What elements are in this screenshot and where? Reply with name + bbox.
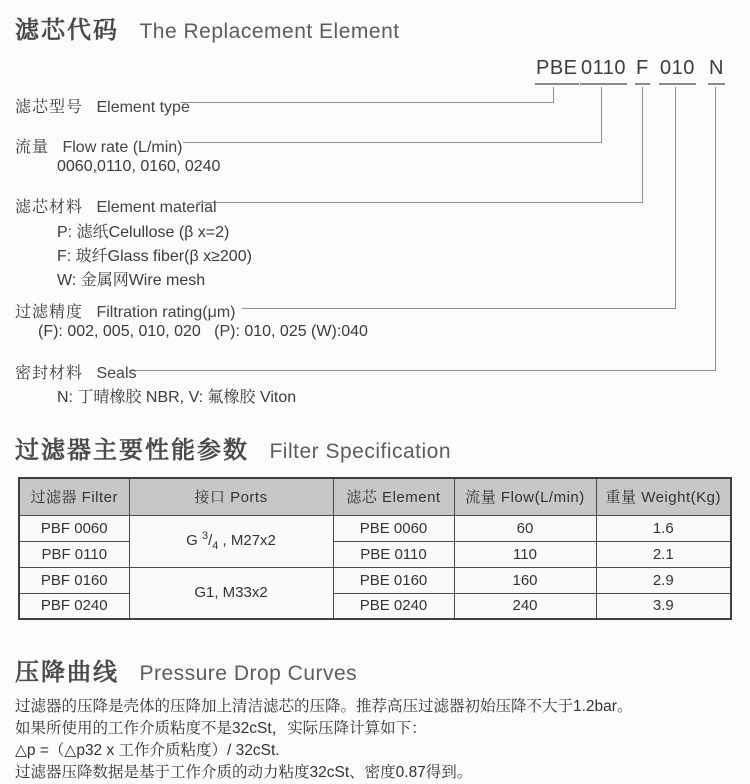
table-header-row xyxy=(19,478,731,515)
paragraph-line: △p =（△p32 x 工作介质粘度）/ 32cSt. xyxy=(15,742,280,759)
label-element-material-en: Element material xyxy=(96,199,217,216)
label-element-material xyxy=(15,194,217,217)
header-element: 滤芯 Element xyxy=(333,478,454,515)
header-flow: 流量 Flow(L/min) xyxy=(454,478,596,515)
port1-sub: 4 xyxy=(212,540,219,552)
section3-title-en: Pressure Drop Curves xyxy=(139,662,358,685)
section3-title-zh: 压降曲线 xyxy=(15,659,119,686)
header-filter: 过滤器 Filter xyxy=(19,478,129,515)
cell-ports-g1: G1, M33x2 xyxy=(129,567,333,619)
port1-prefix: G xyxy=(186,532,202,549)
paragraph-line: 如果所使用的工作介质粘度不是32cSt，实际压降计算如下： xyxy=(15,720,427,737)
filtration-rating-options: (F): 002, 005, 010, 020 (P): 010, 025 (W):040 xyxy=(38,323,368,340)
label-flow-rate xyxy=(15,134,183,157)
section1-title-zh: 滤芯代码 xyxy=(15,17,119,44)
label-element-material-zh: 滤芯材料 xyxy=(15,199,84,216)
cell-filter: PBF 0240 xyxy=(19,593,129,619)
flow-rate-options: 0060,0110, 0160, 0240 xyxy=(57,158,221,175)
cell-filter: PBF 0110 xyxy=(19,541,129,567)
label-filtration-rating-en: Filtration rating(μm) xyxy=(96,304,236,321)
cell-weight: 2.9 xyxy=(596,567,731,593)
table-row xyxy=(19,593,731,619)
code-part-series: PBE xyxy=(535,57,579,85)
section-title-pressure-drop xyxy=(15,652,357,687)
code-part-rating: 010 xyxy=(659,57,696,85)
material-option-glass-fiber: F: 玻纤Glass fiber(β x≥200) xyxy=(57,248,252,265)
label-seals-zh: 密封材料 xyxy=(15,365,84,382)
section2-title-zh: 过滤器主要性能参数 xyxy=(15,437,249,464)
material-option-cellulose: P: 滤纸Celullose (β x=2) xyxy=(57,224,230,241)
section-title-filter-specification xyxy=(15,430,451,465)
label-seals-en: Seals xyxy=(96,365,137,382)
pressure-drop-paragraph xyxy=(15,696,741,784)
material-option-wire-mesh: W: 金属网Wire mesh xyxy=(57,272,206,289)
label-element-type xyxy=(15,94,190,117)
cell-flow: 240 xyxy=(454,593,596,619)
paragraph-line: 过滤器压降数据是基于工作介质的动力粘度32cSt、密度0.87得到。 xyxy=(15,764,473,781)
cell-flow: 60 xyxy=(454,515,596,541)
cell-weight: 2.1 xyxy=(596,541,731,567)
label-filtration-rating-zh: 过滤精度 xyxy=(15,304,84,321)
table-row xyxy=(19,541,731,567)
code-part-flow: 0110 xyxy=(580,57,627,85)
label-flow-rate-en: Flow rate (L/min) xyxy=(62,139,183,156)
cell-ports-g34 xyxy=(129,515,333,567)
cell-filter: PBF 0060 xyxy=(19,515,129,541)
filter-specification-table xyxy=(18,477,732,620)
paragraph-line: 过滤器的压降是壳体的压降加上清洁滤芯的压降。推荐高压过滤器初始压降不大于1.2bar。 xyxy=(15,698,633,715)
section2-title-en: Filter Specification xyxy=(269,440,452,463)
cell-weight: 1.6 xyxy=(596,515,731,541)
cell-element: PBE 0060 xyxy=(333,515,454,541)
seals-options: N: 丁晴橡胶 NBR, V: 氟橡胶 Viton xyxy=(57,389,297,406)
table-row xyxy=(19,515,731,541)
label-flow-rate-zh: 流量 xyxy=(15,139,50,156)
header-weight: 重量 Weight(Kg) xyxy=(596,478,731,515)
cell-element: PBE 0110 xyxy=(333,541,454,567)
code-part-material: F xyxy=(635,57,650,85)
cell-element: PBE 0160 xyxy=(333,567,454,593)
section-title-replacement-element xyxy=(15,10,400,45)
section1-title-en: The Replacement Element xyxy=(139,20,400,43)
label-element-type-en: Element type xyxy=(96,99,190,116)
table-row xyxy=(19,567,731,593)
label-filtration-rating xyxy=(15,299,236,322)
header-ports: 接口 Ports xyxy=(129,478,333,515)
cell-element: PBE 0240 xyxy=(333,593,454,619)
cell-filter: PBF 0160 xyxy=(19,567,129,593)
cell-flow: 110 xyxy=(454,541,596,567)
port1-suffix: , M27x2 xyxy=(218,532,276,549)
port1-slash: / xyxy=(208,532,213,549)
label-element-type-zh: 滤芯型号 xyxy=(15,99,84,116)
code-part-seal: N xyxy=(708,57,725,85)
cell-weight: 3.9 xyxy=(596,593,731,619)
cell-flow: 160 xyxy=(454,567,596,593)
port1-sup: 3 xyxy=(201,530,209,542)
label-seals xyxy=(15,360,137,383)
